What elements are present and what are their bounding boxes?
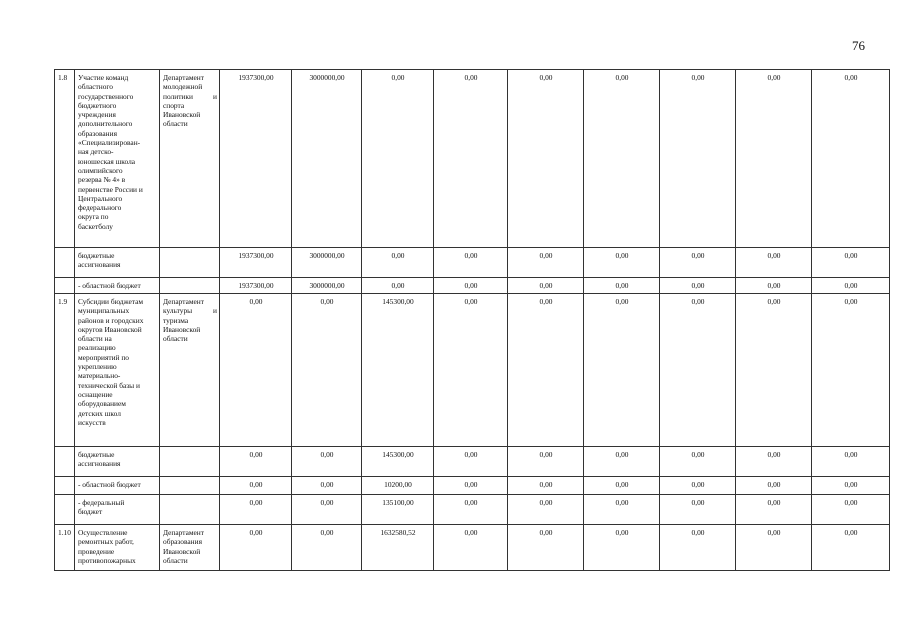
text-line: мероприятий по [78, 352, 129, 362]
amount-cell: 3000000,00 [292, 278, 362, 294]
text-line: оснащение [78, 389, 113, 399]
text-line: - областной бюджет [78, 480, 141, 489]
row-name [75, 278, 160, 294]
text-line: юношеская школа [78, 156, 136, 166]
text-line: Ивановской [163, 324, 201, 334]
amount-cell: 0,00 [434, 294, 508, 447]
text-line: округа по [78, 212, 109, 222]
text-line: Участие команд [78, 73, 129, 82]
amount-cell: 0,00 [812, 447, 890, 477]
text-line: образования [78, 128, 117, 138]
amount-cell: 0,00 [508, 495, 584, 525]
amount-cell: 10200,00 [362, 477, 434, 495]
text-line: оборудованием [78, 399, 126, 409]
text-line: Осуществление [78, 528, 128, 537]
amount-cell: 0,00 [362, 70, 434, 248]
amount-cell: 0,00 [584, 477, 660, 495]
amount-cell: 0,00 [584, 278, 660, 294]
amount-cell: 0,00 [660, 278, 736, 294]
row-number [55, 447, 75, 477]
amount-cell: 0,00 [292, 447, 362, 477]
amount-cell: 0,00 [508, 294, 584, 447]
amount-cell: 0,00 [736, 477, 812, 495]
amount-cell: 0,00 [584, 248, 660, 278]
text-line: материально- [78, 371, 121, 381]
amount-cell: 0,00 [812, 278, 890, 294]
row-number [55, 248, 75, 278]
amount-cell: 0,00 [508, 447, 584, 477]
table-row [55, 70, 890, 248]
text-line: политики и [163, 91, 217, 101]
text-line: области [163, 555, 188, 565]
amount-cell: 0,00 [434, 477, 508, 495]
amount-cell: 0,00 [508, 278, 584, 294]
text-line: противопожарных [78, 555, 136, 565]
amount-cell: 0,00 [736, 70, 812, 248]
amount-cell: 0,00 [434, 447, 508, 477]
text-line: баскетболу [78, 221, 113, 231]
text-line: бюджетного [78, 100, 117, 110]
text-line: технической базы и [78, 380, 140, 390]
amount-cell: 3000000,00 [292, 70, 362, 248]
text-line: спорта [163, 100, 185, 110]
text-line: области [163, 334, 188, 344]
text-line: ассигнования [78, 459, 121, 469]
table-row [55, 248, 890, 278]
text-line: Департамент [163, 297, 204, 306]
amount-cell: 135100,00 [362, 495, 434, 525]
amount-cell: 0,00 [292, 525, 362, 571]
amount-cell: 0,00 [584, 525, 660, 571]
amount-cell: 0,00 [362, 248, 434, 278]
table-row [55, 278, 890, 294]
text-line: учреждения [78, 110, 116, 120]
amount-cell: 0,00 [584, 70, 660, 248]
amount-cell: 0,00 [812, 70, 890, 248]
amount-cell: 0,00 [220, 525, 292, 571]
text-line: дополнительного [78, 119, 133, 129]
text-line: федерального [78, 203, 122, 213]
row-executor [160, 294, 220, 447]
amount-cell: 1937300,00 [220, 278, 292, 294]
row-name [75, 294, 160, 447]
amount-cell: 0,00 [736, 495, 812, 525]
row-name [75, 70, 160, 248]
amount-cell: 0,00 [736, 248, 812, 278]
row-executor [160, 248, 220, 278]
amount-cell: 0,00 [434, 248, 508, 278]
row-executor [160, 477, 220, 495]
text-line: районов и городских [78, 315, 144, 325]
amount-cell: 0,00 [736, 525, 812, 571]
table-row [55, 294, 890, 447]
amount-cell: 0,00 [292, 495, 362, 525]
amount-cell: 0,00 [660, 495, 736, 525]
row-executor [160, 447, 220, 477]
text-line: бюджетные [78, 251, 115, 260]
amount-cell: 1937300,00 [220, 248, 292, 278]
amount-cell: 0,00 [434, 278, 508, 294]
amount-cell: 0,00 [584, 495, 660, 525]
amount-cell: 0,00 [508, 525, 584, 571]
amount-cell: 0,00 [812, 294, 890, 447]
row-name [75, 525, 160, 571]
amount-cell: 0,00 [362, 278, 434, 294]
amount-cell: 0,00 [812, 525, 890, 571]
text-line: областного [78, 82, 113, 92]
amount-cell: 0,00 [736, 294, 812, 447]
text-line: Департамент [163, 73, 204, 82]
text-line: области [163, 119, 188, 129]
text-line: детских школ [78, 408, 121, 418]
amount-cell: 0,00 [660, 525, 736, 571]
text-line: резерва № 4» в [78, 175, 126, 185]
text-line: культуры и [163, 306, 217, 316]
text-line: проведение [78, 546, 115, 556]
amount-cell: 0,00 [736, 447, 812, 477]
row-executor [160, 278, 220, 294]
amount-cell: 0,00 [292, 477, 362, 495]
amount-cell: 0,00 [292, 294, 362, 447]
text-line: Ивановской [163, 110, 201, 120]
amount-cell: 0,00 [220, 294, 292, 447]
amount-cell: 145300,00 [362, 447, 434, 477]
amount-cell: 0,00 [220, 477, 292, 495]
text-line: туризма [163, 315, 189, 325]
row-executor [160, 495, 220, 525]
text-line: молодежной [163, 82, 203, 92]
text-line: Департамент [163, 528, 204, 537]
amount-cell: 0,00 [220, 447, 292, 477]
amount-cell: 0,00 [736, 278, 812, 294]
amount-cell: 0,00 [812, 495, 890, 525]
text-line: укреплению [78, 362, 117, 372]
amount-cell: 0,00 [812, 477, 890, 495]
row-number [55, 495, 75, 525]
table-row [55, 525, 890, 571]
text-line: бюджет [78, 507, 103, 517]
amount-cell: 0,00 [434, 525, 508, 571]
amount-cell: 0,00 [660, 477, 736, 495]
amount-cell: 0,00 [812, 248, 890, 278]
row-executor [160, 70, 220, 248]
text-line: бюджетные [78, 450, 115, 459]
text-line: образования [163, 537, 202, 547]
text-line: первенстве России и [78, 184, 143, 194]
amount-cell: 0,00 [434, 495, 508, 525]
amount-cell: 0,00 [220, 495, 292, 525]
table-body [55, 70, 890, 571]
text-line: ная детско- [78, 147, 114, 157]
text-line: Субсидии бюджетам [78, 297, 144, 306]
amount-cell: 1632580,52 [362, 525, 434, 571]
row-number: 1.9 [55, 294, 75, 447]
table-row [55, 495, 890, 525]
amount-cell: 145300,00 [362, 294, 434, 447]
amount-cell: 0,00 [508, 248, 584, 278]
amount-cell: 0,00 [660, 447, 736, 477]
text-line: округов Ивановской [78, 324, 142, 334]
text-line: области на [78, 334, 112, 344]
text-line: ремонтных работ, [78, 537, 134, 547]
amount-cell: 3000000,00 [292, 248, 362, 278]
amount-cell: 0,00 [434, 70, 508, 248]
text-line: - областной бюджет [78, 281, 141, 290]
table-row [55, 477, 890, 495]
text-line: государственного [78, 91, 134, 101]
row-name [75, 477, 160, 495]
text-line: Центрального [78, 193, 123, 203]
budget-table [54, 69, 890, 571]
amount-cell: 0,00 [660, 248, 736, 278]
page-number: 76 [852, 38, 865, 53]
row-name [75, 447, 160, 477]
row-number [55, 477, 75, 495]
row-number [55, 278, 75, 294]
row-name [75, 248, 160, 278]
text-line: Ивановской [163, 546, 201, 556]
amount-cell: 1937300,00 [220, 70, 292, 248]
text-line: искусств [78, 417, 106, 427]
row-number: 1.10 [55, 525, 75, 571]
amount-cell: 0,00 [660, 70, 736, 248]
row-executor [160, 525, 220, 571]
row-name [75, 495, 160, 525]
amount-cell: 0,00 [660, 294, 736, 447]
amount-cell: 0,00 [508, 70, 584, 248]
amount-cell: 0,00 [508, 477, 584, 495]
text-line: «Специализирован- [78, 138, 141, 148]
text-line: реализацию [78, 343, 116, 353]
text-line: олимпийского [78, 165, 123, 175]
text-line: - федеральный [78, 498, 125, 507]
amount-cell: 0,00 [584, 447, 660, 477]
amount-cell: 0,00 [584, 294, 660, 447]
table-row [55, 447, 890, 477]
row-number: 1.8 [55, 70, 75, 248]
text-line: муниципальных [78, 306, 130, 316]
text-line: ассигнования [78, 260, 121, 270]
